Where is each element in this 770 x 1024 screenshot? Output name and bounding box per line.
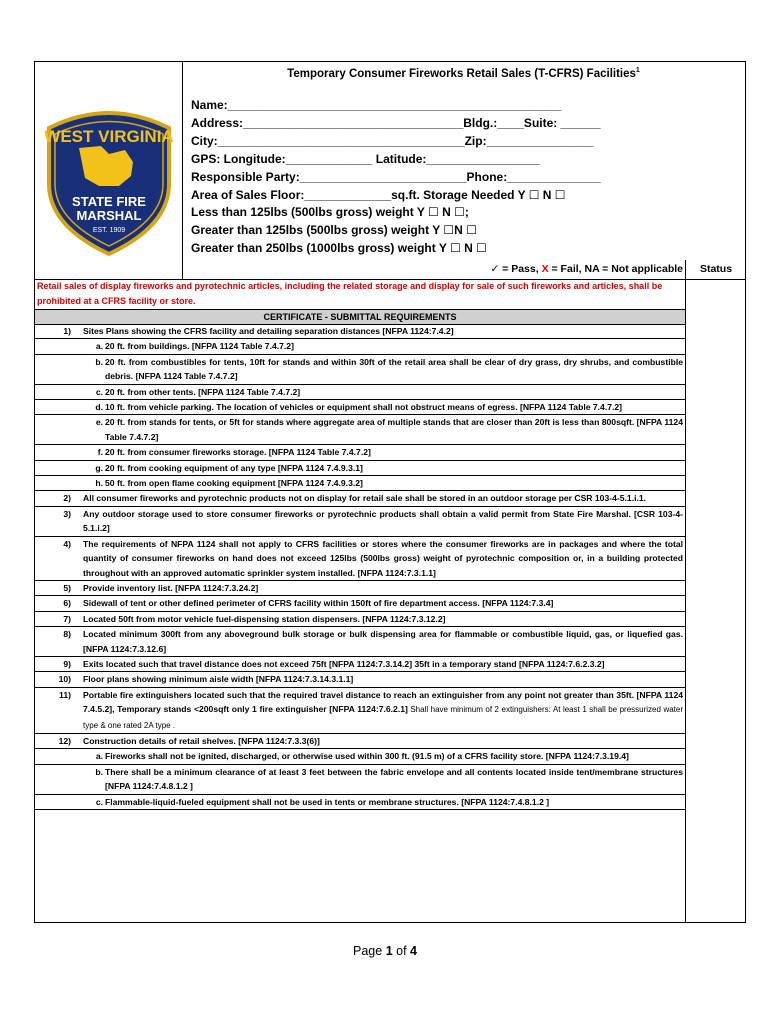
requirement-number: 7) (63, 613, 71, 624)
requirement-sub-letter: c. (95, 796, 103, 807)
requirement-row[interactable] (35, 795, 685, 810)
prohibition-notice: Retail sales of display fireworks and pyrotechnic articles, including the related storage and display for sale of such fireworks and articles, shall be prohibited at a CFRS facility or store. (37, 281, 663, 306)
page-footer: Page 1 of 4 (353, 944, 417, 958)
greater-125-field[interactable]: Greater than 125lbs (500lbs gross) weight Y ☐N ☐ (191, 223, 477, 238)
requirement-text: Floor plans showing minimum aisle width [NFPA 1124:7.3.14.3.1.1] (83, 674, 354, 685)
address-field[interactable]: Address:_________________________________Bldg.:____Suite: ______ (191, 115, 601, 130)
requirement-row[interactable] (35, 324, 685, 339)
less-125-field[interactable]: Less than 125lbs (500lbs gross) weight Y ☐ N ☐; (191, 205, 469, 220)
requirement-row[interactable] (35, 355, 685, 385)
greater-250-field[interactable]: Greater than 250lbs (1000lbs gross) weight Y ☐ N ☐ (191, 241, 487, 256)
requirement-row[interactable] (35, 339, 685, 354)
requirement-row[interactable] (35, 749, 685, 764)
logo-est: EST. 1909 (92, 227, 126, 234)
requirement-sub-letter: e. (95, 417, 103, 428)
requirement-text: 20 ft. from other tents. [NFPA 1124 Table 7.4.7.2] (105, 386, 301, 397)
requirement-row[interactable] (35, 688, 685, 734)
status-column-header: Status (685, 260, 746, 279)
requirement-row[interactable] (35, 415, 685, 445)
requirement-sub-letter: d. (95, 402, 103, 413)
requirement-row[interactable] (35, 476, 685, 491)
city-field[interactable]: City:_____________________________________Zip:________________ (191, 133, 594, 148)
requirement-text: Exits located such that travel distance does not exceed 75ft [NFPA 1124:7.3.14.2] 35ft in a temporary stand [NFPA 1124:7.6.2.3.2] (83, 658, 605, 669)
requirement-sub-letter: c. (95, 386, 103, 397)
requirement-text: Provide inventory list. [NFPA 1124:7.3.24.2] (83, 582, 259, 593)
requirement-number: 3) (63, 508, 71, 519)
requirement-text: Portable fire extinguishers located such that the required travel distance to reach an extinguisher from any point not greater than 35ft. [NFPA 1124 7.4.5.2], Temporary stands <200sqft only 1 fire extinguisher [NFPA 1124:7.6.2.1] Shall have minimum of 2 extinguishers: At least 1 shall be pressurized water type & one rated 2A type . (83, 689, 683, 730)
requirement-number: 5) (63, 582, 71, 593)
requirement-sub-letter: g. (95, 462, 103, 473)
requirement-row[interactable] (35, 385, 685, 400)
fire-marshal-badge-logo (39, 106, 179, 256)
requirement-sub-letter: a. (95, 341, 103, 352)
requirement-text: Flammable-liquid-fueled equipment shall not be used in tents or membrane structures. [NFPA 1124:7.4.8.1.2 ] (105, 796, 550, 807)
requirement-text: 10 ft. from vehicle parking. The location of vehicles or equipment shall not obstruct means of egress. [NFPA 1124 Table 7.4.7.2] (105, 402, 623, 413)
logo-top-text: WEST VIRGINIA (44, 127, 174, 146)
requirement-sub-letter: f. (97, 447, 103, 458)
requirement-row[interactable] (35, 596, 685, 611)
requirement-note: Shall have minimum of 2 extinguishers: At least 1 shall be pressurized water type & one rated 2A type . (83, 705, 683, 730)
requirement-row[interactable] (35, 400, 685, 415)
requirement-number: 4) (63, 538, 71, 549)
logo-line1: STATE FIRE (72, 194, 146, 209)
gps-field[interactable]: GPS: Longitude:_____________ Latitude:_________________ (191, 151, 540, 166)
form-header (35, 62, 745, 280)
logo-cell (35, 62, 183, 279)
requirement-row[interactable] (35, 627, 685, 657)
requirement-sub-letter: b. (95, 356, 103, 367)
requirement-sub-letter: h. (95, 478, 103, 489)
form-page (34, 61, 746, 923)
requirement-text: 20 ft. from cooking equipment of any type [NFPA 1124 7.4.9.3.1] (105, 462, 363, 473)
requirement-text: All consumer fireworks and pyrotechnic products not on display for retail sale shall be stored in an outdoor storage per CSR 103-4-5.1.i.1. (83, 493, 647, 504)
requirement-row[interactable] (35, 581, 685, 596)
requirement-text: There shall be a minimum clearance of at least 3 feet between the fabric envelope and all contents located inside tent/membrane structures [NFPA 1124:7.4.8.1.2 ] (105, 766, 683, 792)
legend-row (35, 260, 745, 279)
requirement-number: 2) (63, 493, 71, 504)
requirement-number: 9) (63, 658, 71, 669)
requirement-text: 20 ft. from buildings. [NFPA 1124 Table 7.4.7.2] (105, 341, 294, 352)
requirement-row[interactable] (35, 461, 685, 476)
status-column-divider (685, 260, 686, 922)
requirement-number: 10) (58, 674, 71, 685)
requirement-sub-letter: a. (95, 751, 103, 762)
requirement-row[interactable] (35, 734, 685, 749)
requirement-number: 12) (58, 735, 71, 746)
requirement-text: Fireworks shall not be ignited, discharged, or otherwise used within 300 ft. (91.5 m) of a CFRS facility store. [NFPA 1124:7.3.19.4] (105, 751, 629, 762)
requirement-row[interactable] (35, 491, 685, 506)
requirement-row[interactable] (35, 537, 685, 581)
requirement-text: 20 ft. from combustibles for tents, 10ft for stands and within 30ft of the retail area shall be clear of dry grass, dry shrubs, and combustible debris. [NFPA 1124 Table 7.4.7.2] (105, 356, 683, 382)
requirement-row[interactable] (35, 507, 685, 537)
requirement-row[interactable] (35, 445, 685, 460)
status-legend: ✓ = Pass, X = Fail, NA = Not applicable (490, 263, 683, 275)
requirement-row[interactable] (35, 657, 685, 672)
requirement-text: Located minimum 300ft from any aboveground bulk storage or bulk dispensing area for flammable or combustible liquid, gas, or liquefied gas. [NFPA 1124:7.3.12.6] (83, 629, 683, 654)
requirement-row[interactable] (35, 672, 685, 687)
logo-line2: MARSHAL (76, 208, 142, 223)
requirement-number: 11) (59, 689, 71, 700)
requirement-text: 50 ft. from open flame cooking equipment [NFPA 1124 7.4.9.3.2] (105, 478, 363, 489)
info-fields (191, 97, 723, 258)
certificate-heading: CERTIFICATE - SUBMITTAL REQUIREMENTS (35, 309, 685, 325)
name-field[interactable]: Name:__________________________________________________ (191, 98, 562, 112)
requirement-text: Sidewall of tent or other defined perimeter of CFRS facility within 150ft of fire department access. [NFPA 1124:7.3.4] (83, 598, 554, 609)
requirement-number: 1) (63, 326, 71, 336)
requirement-row[interactable] (35, 765, 685, 795)
requirement-text: Sites Plans showing the CFRS facility and detailing separation distances [NFPA 1124:7.4.2] (83, 326, 454, 336)
requirement-text: Any outdoor storage used to store consumer fireworks or pyrotechnic products shall obtain a valid permit from State Fire Marshal. [CSR 103-4-5.1.i.2] (83, 508, 683, 534)
requirements-list (35, 324, 685, 810)
requirement-number: 6) (63, 598, 71, 609)
requirement-text: 20 ft. from consumer fireworks storage. [NFPA 1124 Table 7.4.7.2] (105, 447, 371, 458)
sales-floor-field[interactable]: Area of Sales Floor:_____________sq.ft. Storage Needed Y ☐ N ☐ (191, 187, 566, 202)
requirement-text: The requirements of NFPA 1124 shall not apply to CFRS facilities or stores where the consumer fireworks are in packages and where the total quantity of consumer fireworks on hand does not exceed 125lbs (500lbs gross) weight of pyrotechnic composition or, in a building protected throughout with an approved automatic sprinkler system installed. [NFPA 1124:7.3.1.1] (83, 538, 683, 578)
requirement-number: 8) (63, 629, 71, 640)
requirement-text: 20 ft. from stands for tents, or 5ft for stands where aggregate area of multiple stands that are closer than 20ft is less than 800sqft. [NFPA 1124 Table 7.4.7.2] (105, 417, 683, 442)
form-title: Temporary Consumer Fireworks Retail Sales (T-CFRS) Facilities$^1$ (287, 67, 640, 80)
requirement-text: Construction details of retail shelves. [NFPA 1124:7.3.3(6)] (83, 735, 320, 746)
requirement-sub-letter: b. (95, 766, 103, 777)
responsible-party-field[interactable]: Responsible Party:_________________________Phone:______________ (191, 169, 601, 184)
requirement-text: Located 50ft from motor vehicle fuel-dispensing station dispensers. [NFPA 1124:7.3.12.2] (83, 613, 446, 624)
requirement-row[interactable] (35, 612, 685, 627)
